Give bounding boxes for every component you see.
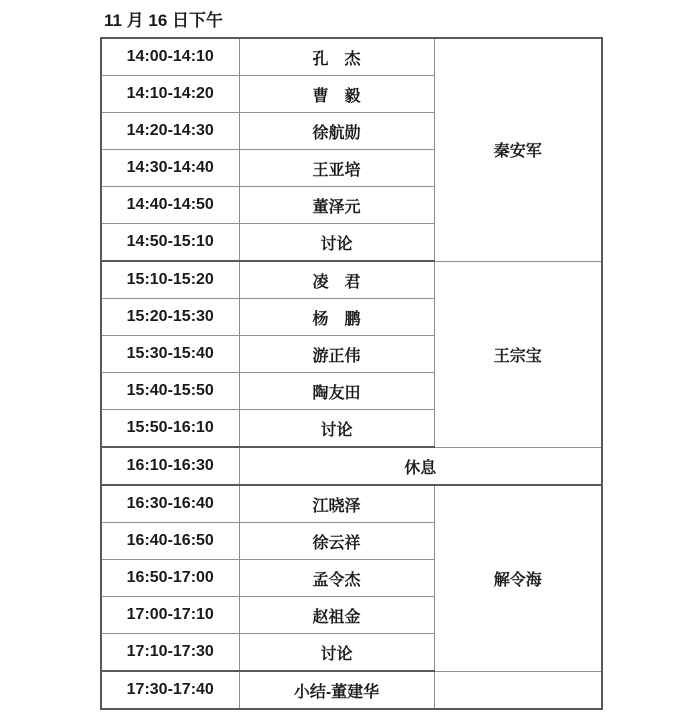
speaker-cell: 杨 鹏 (239, 299, 434, 336)
chair-cell: 解令海 (434, 485, 602, 671)
speaker-cell: 陶友田 (239, 373, 434, 410)
time-cell: 14:30-14:40 (101, 150, 239, 187)
speaker-cell: 徐航勋 (239, 113, 434, 150)
table-row (101, 485, 602, 523)
time-cell: 17:10-17:30 (101, 634, 239, 672)
time-cell: 15:50-16:10 (101, 410, 239, 448)
time-cell: 14:10-14:20 (101, 76, 239, 113)
break-cell: 休息 (239, 447, 602, 485)
time-cell: 14:00-14:10 (101, 38, 239, 76)
speaker-cell: 曹 毅 (239, 76, 434, 113)
time-cell: 15:20-15:30 (101, 299, 239, 336)
summary-cell: 小结-董建华 (239, 671, 434, 709)
break-row (101, 447, 602, 485)
speaker-cell: 凌 君 (239, 261, 434, 299)
speaker-cell: 江晓泽 (239, 485, 434, 523)
time-cell: 14:50-15:10 (101, 224, 239, 262)
time-cell: 14:40-14:50 (101, 187, 239, 224)
discussion-cell: 讨论 (239, 410, 434, 448)
speaker-cell: 游正伟 (239, 336, 434, 373)
time-cell: 16:40-16:50 (101, 523, 239, 560)
table-row (101, 261, 602, 299)
time-cell: 14:20-14:30 (101, 113, 239, 150)
time-cell: 15:30-15:40 (101, 336, 239, 373)
schedule-table (100, 37, 603, 710)
chair-cell: 王宗宝 (434, 261, 602, 447)
time-cell: 17:30-17:40 (101, 671, 239, 709)
summary-row (101, 671, 602, 709)
discussion-cell: 讨论 (239, 224, 434, 262)
discussion-cell: 讨论 (239, 634, 434, 672)
speaker-cell: 赵祖金 (239, 597, 434, 634)
speaker-cell: 孟令杰 (239, 560, 434, 597)
speaker-cell: 孔 杰 (239, 38, 434, 76)
chair-cell: 秦安军 (434, 38, 602, 261)
speaker-cell: 董泽元 (239, 187, 434, 224)
chair-cell-empty (434, 671, 602, 709)
schedule-date-title: 11 月 16 日下午 (104, 11, 224, 30)
speaker-cell: 王亚培 (239, 150, 434, 187)
time-cell: 16:50-17:00 (101, 560, 239, 597)
time-cell: 15:10-15:20 (101, 261, 239, 299)
speaker-cell: 徐云祥 (239, 523, 434, 560)
time-cell: 16:10-16:30 (101, 447, 239, 485)
time-cell: 15:40-15:50 (101, 373, 239, 410)
table-row (101, 38, 602, 76)
time-cell: 17:00-17:10 (101, 597, 239, 634)
time-cell: 16:30-16:40 (101, 485, 239, 523)
